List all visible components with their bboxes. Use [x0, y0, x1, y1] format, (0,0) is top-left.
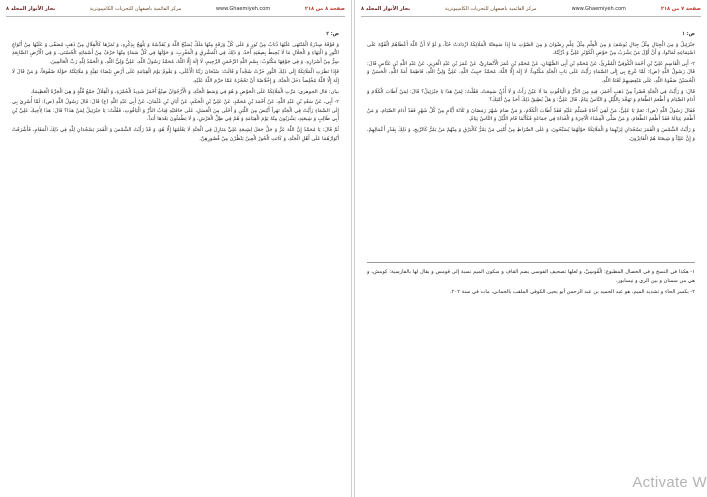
- footnotes: [367, 268, 695, 300]
- right-page: [354, 0, 707, 497]
- left-paragraph-4: ٢- أَبِي، عَنْ سَعْدِ بْنِ عَبْدِ اللَّهِ، عَنْ أَحْمَدَ بْنِ مُحَمَّدٍ، عَنْ عَلِيِّ بْنِ الْحَكَمِ، عَنْ أَبَانِ بْنِ عُثْمَانَ، عَنْ أَبِي عَبْدِ اللَّهِ (ع) قَالَ: قَالَ رَسُولُ اللَّهِ (ص): لَمَّا أُسْرِيَ بِي إِلَى السَّمَاءِ رَأَيْتُ فِي الْجَنَّةِ نَهَراً أَبْيَضَ مِنَ اللَّبَنِ وَ أَحْلَى مِنَ الْعَسَلِ، عَلَى حَافَتَيْهِ قِبَابُ الدُّرِّ وَ الْيَاقُوتِ، فَقُلْتُ: يَا جَبْرَئِيلُ لِمَنْ هَذَا؟ قَالَ: هَذَا لِأَخِيكَ عَلِيِّ بْنِ أَبِي طَالِبٍ وَ شِيعَتِهِ، يَشْرَبُونَ مِنْهُ يَوْمَ الْقِيَامَةِ وَ هُمْ فِي ظِلِّ الْعَرْشِ، وَ لَا يَظْمَئُونَ بَعْدَهَا أَبَداً.: [12, 99, 339, 123]
- left-page-header: [6, 4, 345, 14]
- right-page-qnum: ص: ١: [682, 31, 695, 37]
- right-site-url: www.Ghaemiyeh.com: [571, 6, 626, 12]
- left-paragraph-3: بيان: قال الجوهري: مَرَّتِ الْمَلَائِكَةُ عَلَى الْحَوْضِ وَ هُوَ فِي وَسَطِ الْجَنَّةِ، وَ الْأَرْجُوَانُ صِبْغٌ أَحْمَرُ شَدِيدُ الْحُمْرَةِ، وَ الْقِلَالُ جَمْعُ قُلَّةٍ وَ هِيَ الْجَرَّةُ الْعَظِيمَةُ.: [30, 88, 339, 95]
- left-paragraph-2: فَإِذَا نَظَرَتِ الْمَلَائِكَةُ إِلَى ذَلِكَ النُّورِ خَرَّتْ سُجَّداً وَ قَالَتْ: سُبْحَانَ رَبِّنَا الْأَعْلَى، وَ يَقُومُ يَوْمَ الْقِيَامَةِ عَلَى أَرْضٍ بَيْضَاءَ نَقِيَّةٍ وَ مَلَائِكَتُهُ حَوْلَهُ صُفُوفاً، وَ مَنْ قَالَ لَا إِلَهَ إِلَّا اللَّهُ مُخْلِصاً دَخَلَ الْجَنَّةَ، وَ إِخْلَاصُهُ أَنْ تَحْجُزَهُ عَمَّا حَرَّمَ اللَّهُ عَلَيْهِ.: [12, 69, 339, 84]
- left-site-url: www.Ghaemiyeh.com: [215, 6, 271, 12]
- right-paragraph-3: قَالَ: وَ رَأَيْتُ فِي الْجَنَّةِ قَصْراً مِنْ ذَهَبٍ أَحْمَرَ، فِيهِ مِنَ الدُّرِّ وَ الْيَاقُوتِ مَا لَا عَيْنٌ رَأَتْ وَ لَا أُذُنٌ سَمِعَتْ، فَقُلْتُ: لِمَنْ هَذَا يَا جَبْرَئِيلُ؟ قَالَ: لِمَنْ أَطَابَ الْكَلَامَ وَ أَدَامَ الصِّيَامَ وَ أَطْعَمَ الطَّعَامَ وَ تَهَجَّدَ بِاللَّيْلِ وَ النَّاسُ نِيَامٌ. قَالَ عَلِيٌّ: وَ هَلْ يُطِيقُ ذَلِكَ أَحَدٌ مِنْ أُمَّتِكَ؟: [367, 88, 695, 104]
- activate-windows-watermark: Activate W: [632, 474, 707, 491]
- footnote-2: ٢- بكسر الحاء و تشديد الميم، هو عبد الحميد بن عبد الرحمن أبو يحيى الكوفي الملقب بالحماني، مات في سنة ٢٠٢.: [450, 289, 695, 296]
- right-paragraph-1: جَبْرَئِيلُ وَ مِنَ الْجِبَالِ مِثْلُ جِبَالِ يُوسُفَ وَ مِنَ الْعِلْمِ مِثْلُ عِلْمِ رِضْوَانَ وَ مِنَ الصَّوْتِ مَا إِذَا سَمِعَتْهُ الْمَلَائِكَةُ ازْدَادَتْ حُبّاً، وَ لَوْ لَا أَنَّ اللَّهَ أَعْطَاهُمُ الْقُوَّةَ عَلَى اسْتِمَاعِهِ لَمَاتُوا، وَ أَنَّ أَوَّلَ مَنْ يَشْرَبُ مِنْ حَوْضِ الْكَوْثَرِ عَلِيٌّ وَ ذُرِّيَّتُهُ.: [367, 41, 695, 57]
- right-paragraph-5: وَ رَأَيْتُ الشَّمْسَ وَ الْقَمَرَ يَسْجُدَانِ لِرَبِّهِمَا وَ الْمَلَائِكَةُ حَوْلَهُمَا يُسَبِّحُونَ، وَ عَلَى الصِّرَاطِ مِنْ أُمَّتِي مَنْ يَمُرُّ كَالْبَرْقِ وَ مِنْهُمْ مَنْ يَمُرُّ كَالرِّيحِ، وَ ذَلِكَ بِقَدْرِ أَعْمَالِهِمْ، وَ إِنَّ عَلِيّاً وَ شِيعَتَهُ هُمُ الْفَائِزُونَ.: [367, 126, 695, 142]
- left-page-body: [12, 30, 339, 145]
- right-page-body: [367, 30, 695, 145]
- left-page-qnum: ص: ٢: [326, 31, 339, 37]
- right-header-center: مركز القائمية باصفهان للتحريات الكامپيوترية: [445, 6, 537, 12]
- right-paragraph-2: ٢- أَبِي الْقَاسِمِ عَلِيِّ بْنِ أَحْمَدَ الْكُوفِيِّ الْمُقْرِئُ، عَنْ مُحَمَّدِ بْنِ أَبِي الصُّهْبَانِ، عَنْ مُحَمَّدِ بْنِ عُمَرَ الْأَنْصَارِيِّ، عَنْ عُمَرَ بْنِ عَبْدِ الْعَزِيزِ، عَنْ عَبْدِ اللَّهِ بْنِ عَبَّاسٍ قَالَ: قَالَ رَسُولُ اللَّهِ (ص): لَمَّا عُرِجَ بِي إِلَى السَّمَاءِ رَأَيْتُ عَلَى بَابِ الْجَنَّةِ مَكْتُوباً: لَا إِلَهَ إِلَّا اللَّهُ، مُحَمَّدٌ حَبِيبُ اللَّهِ، عَلِيٌّ وَلِيُّ اللَّهِ، فَاطِمَةُ أَمَةُ اللَّهِ، الْحَسَنُ وَ الْحُسَيْنُ صَفْوَةُ اللَّهِ، عَلَى مُبْغِضِيهِمْ لَعْنَةُ اللَّهِ.: [367, 60, 695, 84]
- right-page-header: [361, 4, 701, 14]
- right-paragraph-4: فَقَالَ رَسُولُ اللَّهِ (ص): نَعَمْ يَا عَلِيُّ، مَنْ لَقِيَ أَخَاهُ فَسَلَّمَ عَلَيْهِ فَقَدْ أَطَابَ الْكَلَامَ، وَ مَنْ صَامَ شَهْرَ رَمَضَانَ وَ ثَلَاثَةَ أَيَّامٍ مِنْ كُلِّ شَهْرٍ فَقَدْ أَدَامَ الصِّيَامَ، وَ مَنْ أَطْعَمَ عِيَالَهُ فَقَدْ أَطْعَمَ الطَّعَامَ، وَ مَنْ صَلَّى الْعِشَاءَ الْآخِرَةَ وَ الْغَدَاةَ فِي جَمَاعَةٍ فَكَأَنَّمَا قَامَ اللَّيْلَ وَ النَّاسُ نِيَامٌ.: [367, 107, 695, 123]
- right-book-title: بحار الأنوار المجلد ٨: [361, 6, 411, 12]
- left-header-center: مركز القائمية باصفهان للتحريات الكامپيوترية: [89, 6, 182, 12]
- right-page-number: صفحة ٧ من ٢١٨: [660, 6, 701, 12]
- left-paragraph-5: ثُمَّ قَالَ: يَا مُحَمَّدُ إِنَّ اللَّهَ عَزَّ وَ جَلَّ جَعَلَ لِشِيعَةِ عَلِيٍّ مَنَازِلَ فِي الْجَنَّةِ لَا يَعْلَمُهَا إِلَّا هُوَ، وَ قَدْ رَأَيْتُ الشَّمْسَ وَ الْقَمَرَ يَسْجُدَانِ لِلَّهِ فِي ذَلِكَ الْمَقَامِ، فَأَشْرَقَتْ أَنْوَارُهُمَا عَلَى أَهْلِ الْجَنَّةِ، وَ كَانَتِ الْحُورُ الْعِينُ يَنْظُرْنَ مِنْ قُصُورِهِنَّ.: [12, 126, 339, 142]
- footnote-1: ١- هكذا في النسخ و في الخصال المطبوع: الْقُوسِيِّ، و لعلها تصحيف الفوسي بضم القاف و سكون الميم نسبة إلى قومس و يقال لها بالفارسية: كومش، و هي من سمنان و بين الري و نيسابور.: [367, 269, 695, 284]
- left-page: [0, 0, 352, 497]
- left-book-title: بحار الأنوار المجلد ٨: [6, 6, 56, 12]
- left-header-rule: [6, 16, 345, 17]
- footnote-rule: [367, 262, 695, 263]
- right-header-rule: [361, 16, 701, 17]
- left-page-number: صفحة ٨ من ٢١٨: [304, 6, 345, 12]
- left-paragraph-1: وَ فَوْقَهُ سِدْرَةُ الْمُنْتَهَى عَلَيْهَا ذُبَابٌ مِنْ نُورٍ وَ عَلَى كُلِّ وَرَقَةٍ مِنْهَا مَلَكٌ يُسَبِّحُ اللَّهَ وَ يُقَدِّسُهُ وَ يَلْهَجُ بِذِكْرِهِ، وَ ثَمَرُهَا كَالْقِلَالِ مِنْ ذَهَبٍ مُصَفّى وَ عَلَيْهَا مِنْ أَنْوَاعِ النُّورِ وَ الْبَهَاءِ وَ الْجَلَالِ مَا لَا يُحِيطُ بِصِفَتِهِ أَحَدٌ، وَ ذَلِكَ فِي الْمَشْرِقِ وَ الْمَغْرِبِ، وَ حَوْلَهَا فِي كُلِّ سَمَاءٍ مِنْهَا حَرْفٌ مِنْ أَسْمَائِهِ الْحُسْنَى، وَ فِي الْأَرْضِ السَّابِعَةِ سِرٌّ مِنْ أَسْرَارِهِ. وَ فِي جَوْفِهَا مَكْتُوبٌ: بِسْمِ اللَّهِ الرَّحْمَنِ الرَّحِيمِ، لَا إِلَهَ إِلَّا اللَّهُ، مُحَمَّدٌ رَسُولُ اللَّهِ، عَلِيٌّ وَلِيُّ اللَّهِ، وَ الْحَمْدُ لِلَّهِ رَبِّ الْعَالَمِينَ.: [12, 41, 339, 65]
